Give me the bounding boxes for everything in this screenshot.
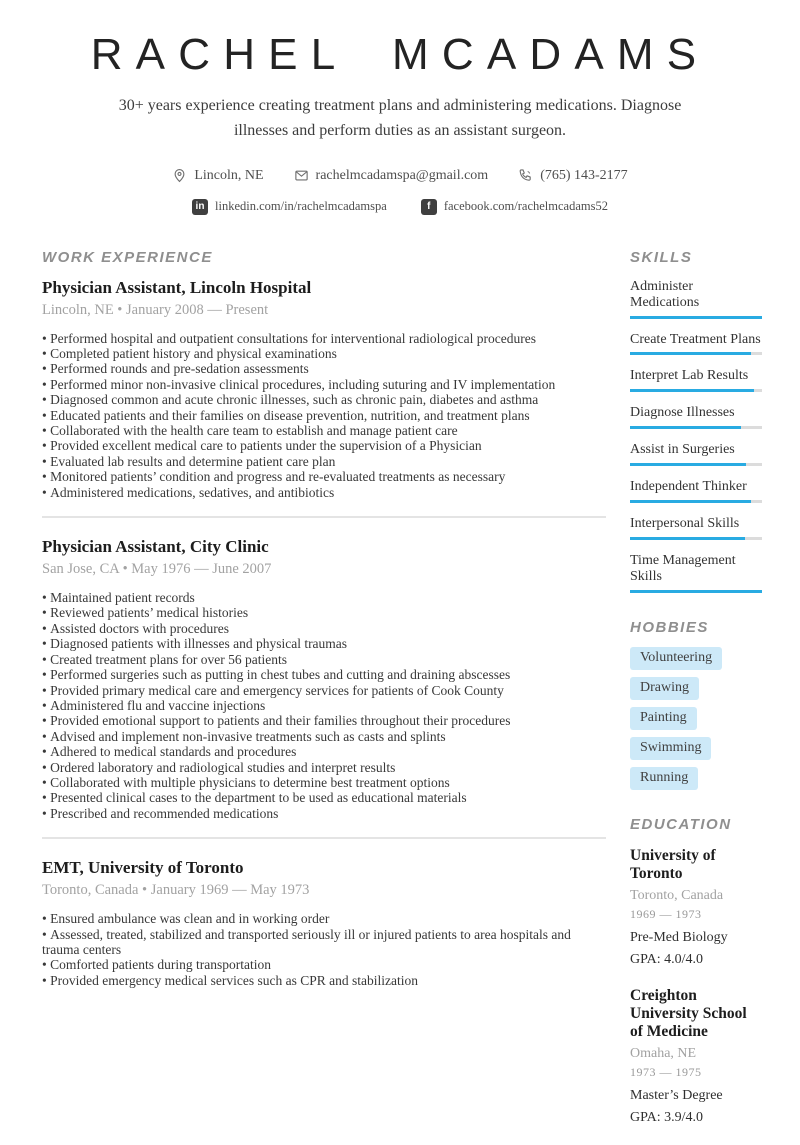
skill-label: Independent Thinker — [630, 479, 747, 495]
contact-location — [172, 168, 263, 184]
bullet-item: • Ordered laboratory and radiological studies and interpret results — [42, 760, 606, 775]
hobby-tag: Painting — [630, 707, 697, 730]
bullet-item: • Prescribed and recommended medications — [42, 806, 606, 821]
bullet-item: • Performed rounds and pre-sedation assessments — [42, 361, 606, 376]
job-title: Physician Assistant, City Clinic — [42, 537, 269, 557]
bullet-item: • Administered flu and vaccine injections — [42, 698, 606, 713]
bullet-item: • Advised and implement non-invasive treatments such as casts and splints — [42, 729, 606, 744]
skills-heading: SKILLS — [630, 248, 693, 266]
education-entry-toronto — [630, 847, 762, 968]
skill-level-fill — [630, 590, 762, 593]
skill-label: Administer Medications — [630, 278, 700, 310]
linkedin-text: linkedin.com/in/rachelmcadamspa — [215, 199, 387, 214]
bullet-item: • Evaluated lab results and determine patient care plan — [42, 454, 606, 469]
bullet-item: • Ensured ambulance was clean and in working order — [42, 911, 606, 926]
location-pin-icon — [172, 168, 187, 183]
phone-icon — [518, 168, 533, 183]
job-meta: Toronto, Canada • January 1969 — May 1973 — [42, 882, 310, 899]
bullet-item: • Created treatment plans for over 56 patients — [42, 652, 606, 667]
bullet-item: • Collaborated with the health care team to establish and manage patient care — [42, 423, 606, 438]
skill-item — [630, 368, 762, 392]
skill-level-track — [630, 389, 762, 392]
social-row — [0, 199, 800, 215]
hobbies-section — [630, 619, 762, 790]
school-degree: Master’s Degree — [630, 1087, 723, 1103]
resume-body — [0, 249, 800, 1145]
contact-row — [0, 168, 800, 184]
bullet-item: • Administered medications, sedatives, and antibiotics — [42, 485, 606, 500]
skill-item — [630, 279, 762, 319]
education-heading: EDUCATION — [630, 816, 732, 834]
school-dates: 1969 — 1973 — [630, 906, 702, 921]
skill-level-fill — [630, 389, 754, 392]
skill-level-fill — [630, 500, 751, 503]
hobby-tag: Drawing — [630, 677, 699, 700]
job-meta: San Jose, CA • May 1976 — June 2007 — [42, 561, 272, 578]
school-name: University of Toronto — [630, 847, 716, 883]
job-title: EMT, University of Toronto — [42, 858, 244, 878]
skill-item — [630, 405, 762, 429]
skill-label: Interpret Lab Results — [630, 368, 749, 384]
bullet-item: • Educated patients and their families on disease prevention, nutrition, and treatment plans — [42, 408, 606, 423]
job-title: Physician Assistant, Lincoln Hospital — [42, 277, 312, 297]
skill-level-fill — [630, 426, 741, 429]
job-meta: Lincoln, NE • January 2008 — Present — [42, 301, 269, 318]
skill-level-track — [630, 426, 762, 429]
skills-section — [630, 249, 762, 594]
school-degree: Pre-Med Biology — [630, 929, 728, 945]
job-bullet-list — [42, 331, 606, 500]
facebook-icon: f — [421, 199, 437, 215]
bullet-item: • Diagnosed patients with illnesses and physical traumas — [42, 636, 606, 651]
skill-item — [630, 553, 762, 593]
bullet-item: • Adhered to medical standards and procedures — [42, 744, 606, 759]
skill-item — [630, 332, 762, 356]
job-entry-lincoln-hospital — [42, 278, 606, 500]
bullet-item: • Provided emergency medical services such as CPR and stabilization — [42, 973, 606, 988]
job-bullet-list — [42, 590, 606, 821]
school-location: Toronto, Canada — [630, 887, 724, 903]
contact-email — [294, 168, 489, 184]
bullet-item: • Assessed, treated, stabilized and transported seriously ill or injured patients to area hospitals and trauma centers — [42, 927, 606, 958]
bullet-item: • Monitored patients’ condition and progress and re-evaluated treatments as necessary — [42, 469, 606, 484]
location-text: Lincoln, NE — [194, 167, 264, 183]
bullet-item: • Comforted patients during transportation — [42, 957, 606, 972]
skill-item — [630, 516, 762, 540]
skill-label: Diagnose Illnesses — [630, 405, 735, 421]
hobby-list — [630, 647, 762, 790]
bullet-item: • Maintained patient records — [42, 590, 606, 605]
bullet-item: • Provided primary medical care and emergency services for patients of Cook County — [42, 683, 606, 698]
school-dates: 1973 — 1975 — [630, 1064, 702, 1079]
education-section — [630, 816, 762, 1125]
bullet-item: • Completed patient history and physical examinations — [42, 346, 606, 361]
bullet-item: • Provided excellent medical care to patients under the supervision of a Physician — [42, 438, 606, 453]
skill-level-track — [630, 352, 762, 355]
skill-label: Create Treatment Plans — [630, 331, 761, 347]
bullet-item: • Provided emotional support to patients and their families throughout their procedures — [42, 713, 606, 728]
school-gpa: GPA: 3.9/4.0 — [630, 1109, 704, 1125]
skill-level-fill — [630, 316, 762, 319]
bullet-item: • Assisted doctors with procedures — [42, 621, 606, 636]
bullet-item: • Performed hospital and outpatient consultations for interventional radiological procedures — [42, 331, 606, 346]
skill-item — [630, 479, 762, 503]
bullet-item: • Performed surgeries such as putting in chest tubes and cutting and draining abscesses — [42, 667, 606, 682]
work-experience-heading: WORK EXPERIENCE — [42, 248, 213, 266]
linkedin-icon: in — [192, 199, 208, 215]
skill-level-fill — [630, 537, 745, 540]
hobby-tag: Running — [630, 767, 698, 790]
hobby-tag: Volunteering — [630, 647, 722, 670]
bullet-item: • Diagnosed common and acute chronic illnesses, such as chronic pain, diabetes and asthma — [42, 392, 606, 407]
skill-label: Assist in Surgeries — [630, 442, 735, 458]
envelope-icon — [294, 168, 309, 183]
skill-label: Time Management Skills — [630, 553, 736, 585]
skill-label: Interpersonal Skills — [630, 516, 740, 532]
skill-level-fill — [630, 352, 751, 355]
skill-level-track — [630, 537, 762, 540]
person-name: RACHEL MCADAMS — [90, 30, 710, 79]
bullet-item: • Collaborated with multiple physicians to determine best treatment options — [42, 775, 606, 790]
work-experience-section — [42, 249, 606, 1145]
skill-level-track — [630, 316, 762, 319]
resume-sidebar — [630, 249, 762, 1145]
summary-text: 30+ years experience creating treatment plans and administering medications. Diagnose illnesses and perform duties as an assistant surgeon. — [118, 97, 682, 139]
school-name: Creighton University School of Medicine — [630, 986, 747, 1041]
education-entry-creighton — [630, 987, 762, 1126]
skill-item — [630, 442, 762, 466]
hobby-tag: Swimming — [630, 737, 711, 760]
resume-header — [0, 30, 800, 215]
skill-level-fill — [630, 463, 746, 466]
hobbies-heading: HOBBIES — [630, 619, 709, 637]
phone-text: (765) 143-2177 — [540, 167, 628, 183]
job-entry-emt-toronto — [42, 858, 606, 988]
bullet-item: • Reviewed patients’ medical histories — [42, 605, 606, 620]
contact-linkedin — [192, 199, 387, 215]
section-divider — [42, 516, 606, 518]
skill-level-track — [630, 500, 762, 503]
school-gpa: GPA: 4.0/4.0 — [630, 951, 704, 967]
skill-level-track — [630, 463, 762, 466]
bullet-item: • Presented clinical cases to the department to be used as educational materials — [42, 790, 606, 805]
job-entry-city-clinic — [42, 537, 606, 821]
email-text: rachelmcadamspa@gmail.com — [315, 167, 489, 183]
section-divider — [42, 837, 606, 839]
facebook-text: facebook.com/rachelmcadams52 — [443, 199, 608, 214]
bullet-item: • Performed minor non-invasive clinical procedures, including suturing and IV implementation — [42, 377, 606, 392]
job-bullet-list — [42, 911, 606, 988]
contact-facebook — [421, 199, 608, 215]
skill-level-track — [630, 590, 762, 593]
contact-phone — [518, 168, 628, 184]
school-location: Omaha, NE — [630, 1045, 697, 1061]
